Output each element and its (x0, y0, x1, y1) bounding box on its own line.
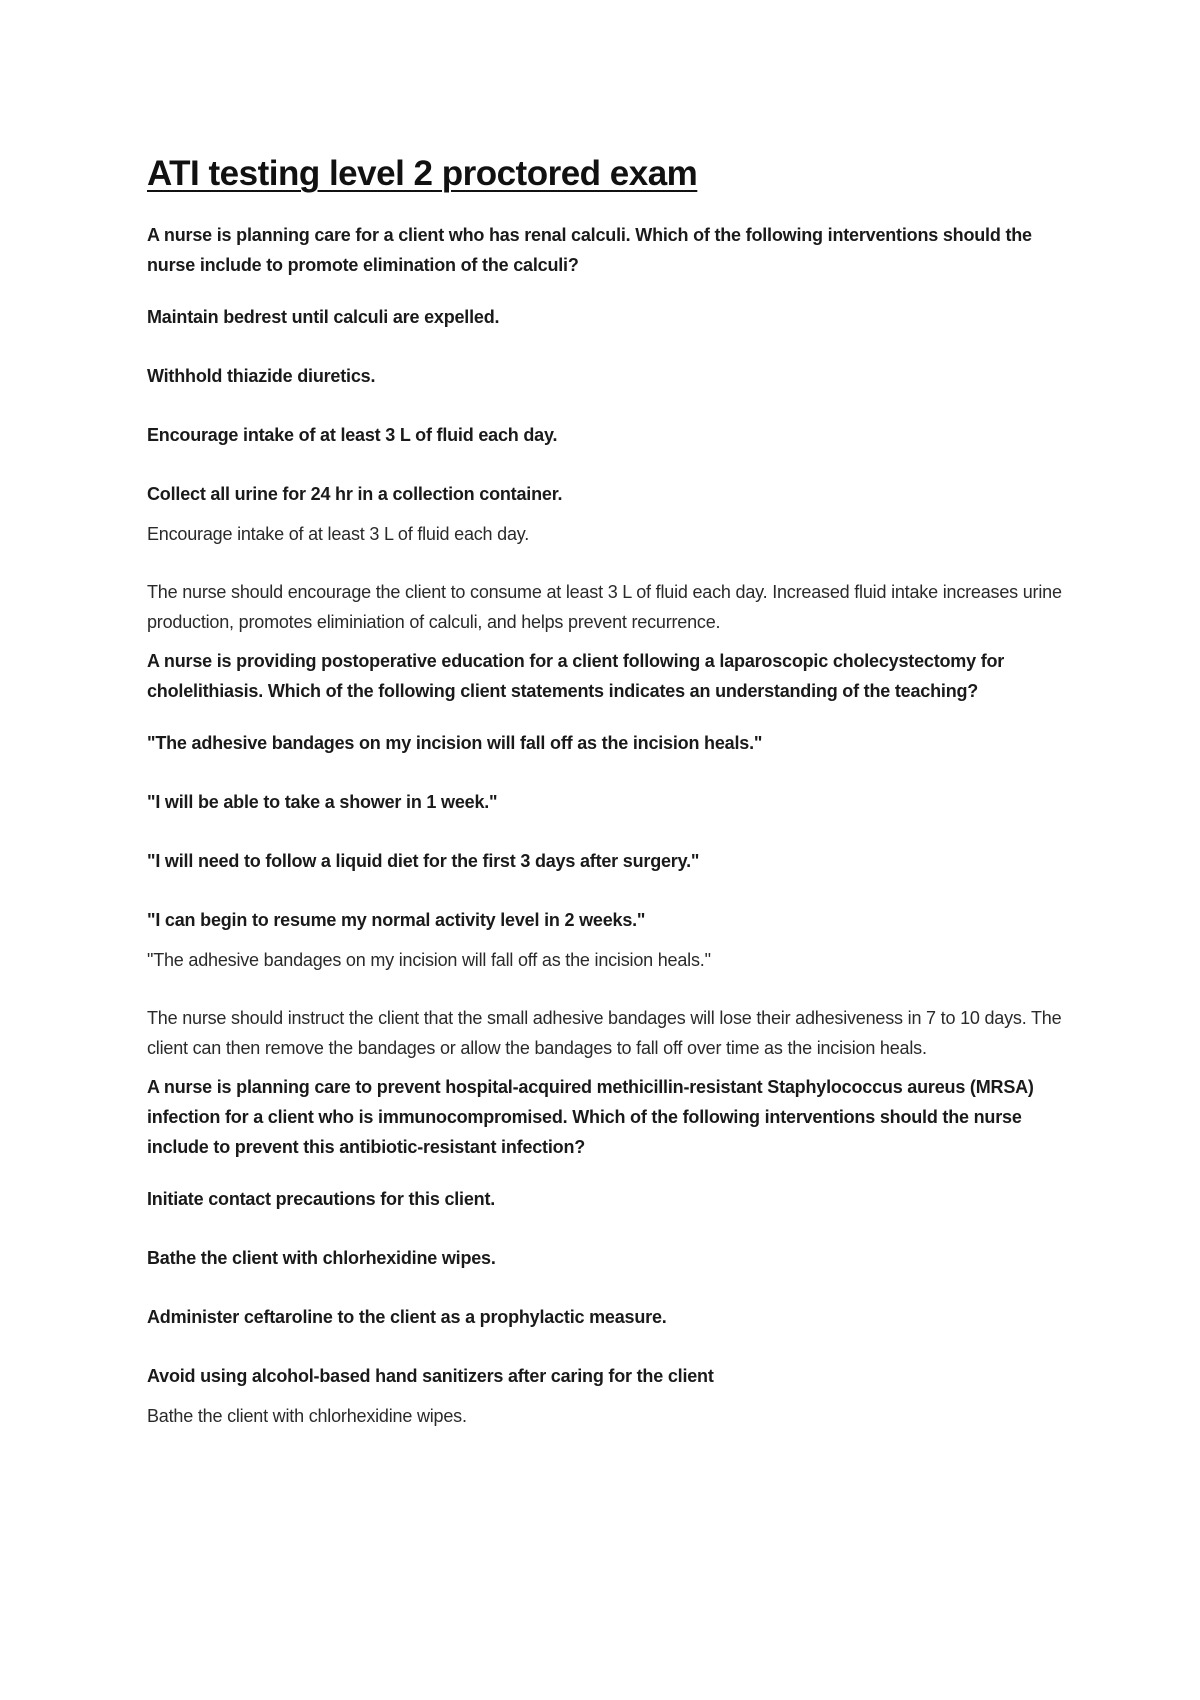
document-page (147, 150, 1067, 1459)
answer-option: Administer ceftaroline to the client as a prophylactic measure. (147, 1307, 667, 1327)
question-item-2 (147, 646, 1067, 1063)
correct-answer: Bathe the client with chlorhexidine wipes. (147, 1406, 467, 1426)
correct-answer: Encourage intake of at least 3 L of fluid each day. (147, 524, 530, 544)
answer-option: Withhold thiazide diuretics. (147, 366, 376, 386)
answer-option: "I will be able to take a shower in 1 week." (147, 792, 498, 812)
answer-option: "I will need to follow a liquid diet for the first 3 days after surgery." (147, 851, 700, 871)
question-item-1 (147, 220, 1067, 637)
question-text: A nurse is providing postoperative education for a client following a laparoscopic cholecystectomy for cholelithiasis. Which of the following client statements indicates an understanding of the teaching? (147, 651, 1005, 701)
answer-option: Initiate contact precautions for this client. (147, 1189, 496, 1209)
question-text: A nurse is planning care to prevent hospital-acquired methicillin-resistant Staphylococcus aureus (MRSA) infection for a client who is immunocompromised. Which of the following interventions should the nurse include to prevent this antibiotic-resistant infection? (147, 1077, 1034, 1157)
answer-option: "I can begin to resume my normal activity level in 2 weeks." (147, 910, 646, 930)
answer-option: Maintain bedrest until calculi are expelled. (147, 307, 500, 327)
document-title: ATI testing level 2 proctored exam (147, 154, 698, 193)
answer-option: Bathe the client with chlorhexidine wipes. (147, 1248, 496, 1268)
answer-option: "The adhesive bandages on my incision will fall off as the incision heals." (147, 733, 763, 753)
answer-rationale: The nurse should encourage the client to consume at least 3 L of fluid each day. Increased fluid intake increases urine production, promotes eliminiation of calculi, and helps prevent recurrence. (147, 582, 1062, 632)
answer-option: Avoid using alcohol-based hand sanitizers after caring for the client (147, 1366, 714, 1386)
question-text: A nurse is planning care for a client who has renal calculi. Which of the following interventions should the nurse include to promote elimination of the calculi? (147, 225, 1032, 275)
answer-rationale: The nurse should instruct the client that the small adhesive bandages will lose their adhesiveness in 7 to 10 days. The client can then remove the bandages or allow the bandages to fall off over time as the incision heals. (147, 1008, 1062, 1058)
correct-answer: "The adhesive bandages on my incision will fall off as the incision heals." (147, 950, 711, 970)
answer-option: Encourage intake of at least 3 L of fluid each day. (147, 425, 558, 445)
question-item-3 (147, 1072, 1067, 1431)
answer-option: Collect all urine for 24 hr in a collection container. (147, 484, 563, 504)
